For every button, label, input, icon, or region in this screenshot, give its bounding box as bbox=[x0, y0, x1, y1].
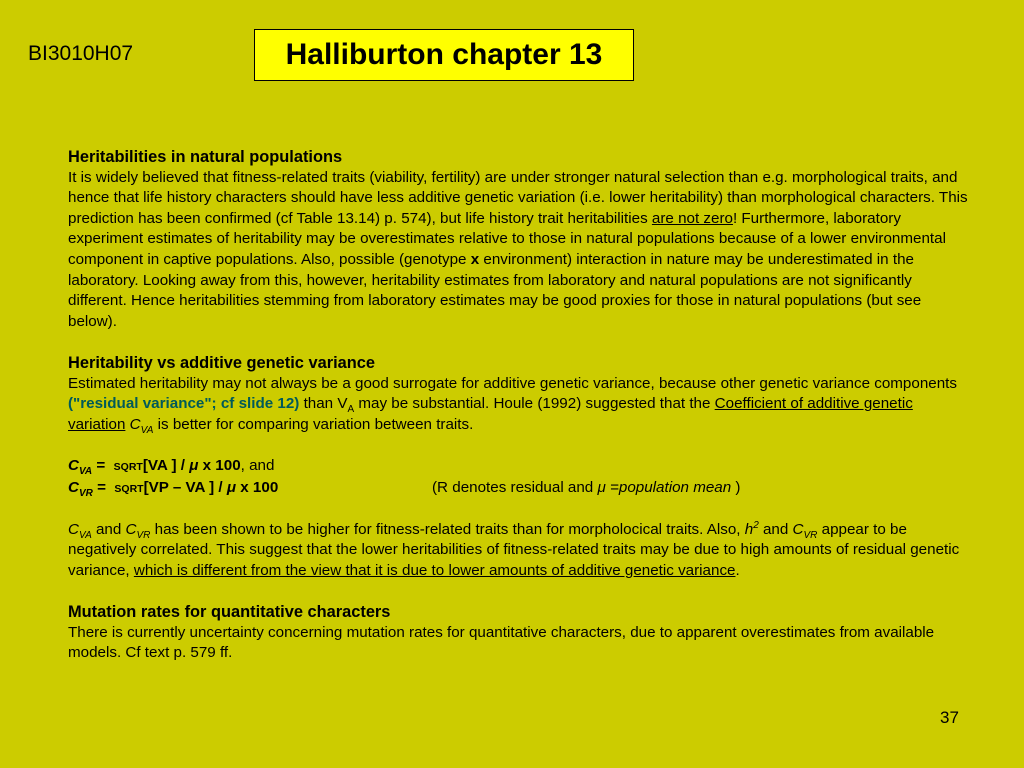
section3-paragraph: $C_{VA}$ and $C_{VR}$ has been shown to be higher for fitness-related traits than for morpholocical traits. Also, $h^2$ and $C_{VR}$ appear to be negatively correlated. This suggest that the lower heritabilities of fitness-related traits may be due to high amounts of residual genetic variance, which is different from the view that it is due to lower amounts of additive genetic variance. bbox=[68, 519, 960, 579]
slide-title: Halliburton chapter 13 bbox=[285, 38, 603, 71]
page-number: 37 bbox=[940, 708, 959, 727]
section1-paragraph: It is widely believed that fitness-related traits (viability, fertility) are under stronger natural selection than e.g. morphological traits, and hence that life history characters should have less additive genetic variation (i.e. lower heritability) than morphological characters. This prediction has been confirmed (cf Table 13.14) p. 574), but life history trait heritabilities are not zero! Furthermore, laboratory experiment estimates of heritability may be overestimates relative to those in natural populations because of a lower environmental component in captive populations. Also, possible (genotype x environment) interaction in nature may be underestimated in the laboratory. Looking away from this, however, heritability estimates from laboratory and natural populations are not significantly different. Hence heritabilities stemming from laboratory estimates may be good proxies for those in natural populations (but see below). bbox=[68, 168, 968, 330]
section4-paragraph: There is currently uncertainty concerning mutation rates for quantitative characters, due to apparent overestimates from available models. Cf text p. 579 ff. bbox=[68, 623, 935, 662]
formula-cva: $C_{VA}$ = SQRT[VA ] / μ x 100, and bbox=[68, 456, 275, 477]
residual-variance-reference: ("residual variance"; cf slide 12) bbox=[68, 395, 300, 413]
cv-term: Coefficient of additive genetic variation bbox=[68, 395, 913, 433]
course-code: BI3010H07 bbox=[28, 42, 134, 65]
formula-cvr: $C_{VR}$ = SQRT[VP – VA ] / μ x 100 (R denotes residual and μ =population mean ) bbox=[68, 478, 741, 499]
not-zero-emphasis: are not zero bbox=[651, 209, 733, 227]
section1-heading: Heritabilities in natural populations bbox=[68, 148, 343, 166]
section4-heading: Mutation rates for quantitative characters bbox=[68, 603, 391, 622]
bold-x: x bbox=[470, 250, 480, 268]
formula-note: (R denotes residual and μ =population mean ) bbox=[432, 478, 741, 496]
slide-content bbox=[68, 147, 973, 664]
different-view-emphasis: which is different from the view that it is due to lower amounts of additive genetic variance bbox=[133, 561, 736, 579]
section2-paragraph: Estimated heritability may not always be a good surrogate for additive genetic variance, because other genetic variance components ("residual variance"; cf slide 12) than $V_A$ may be substantial. Houle (1992) suggested that the Coefficient of additive genetic variation $C_{VA}$ is better for comparing variation between traits. bbox=[68, 374, 957, 436]
slide-title-box bbox=[254, 29, 634, 81]
section2-heading: Heritability vs additive genetic variance bbox=[68, 353, 375, 372]
